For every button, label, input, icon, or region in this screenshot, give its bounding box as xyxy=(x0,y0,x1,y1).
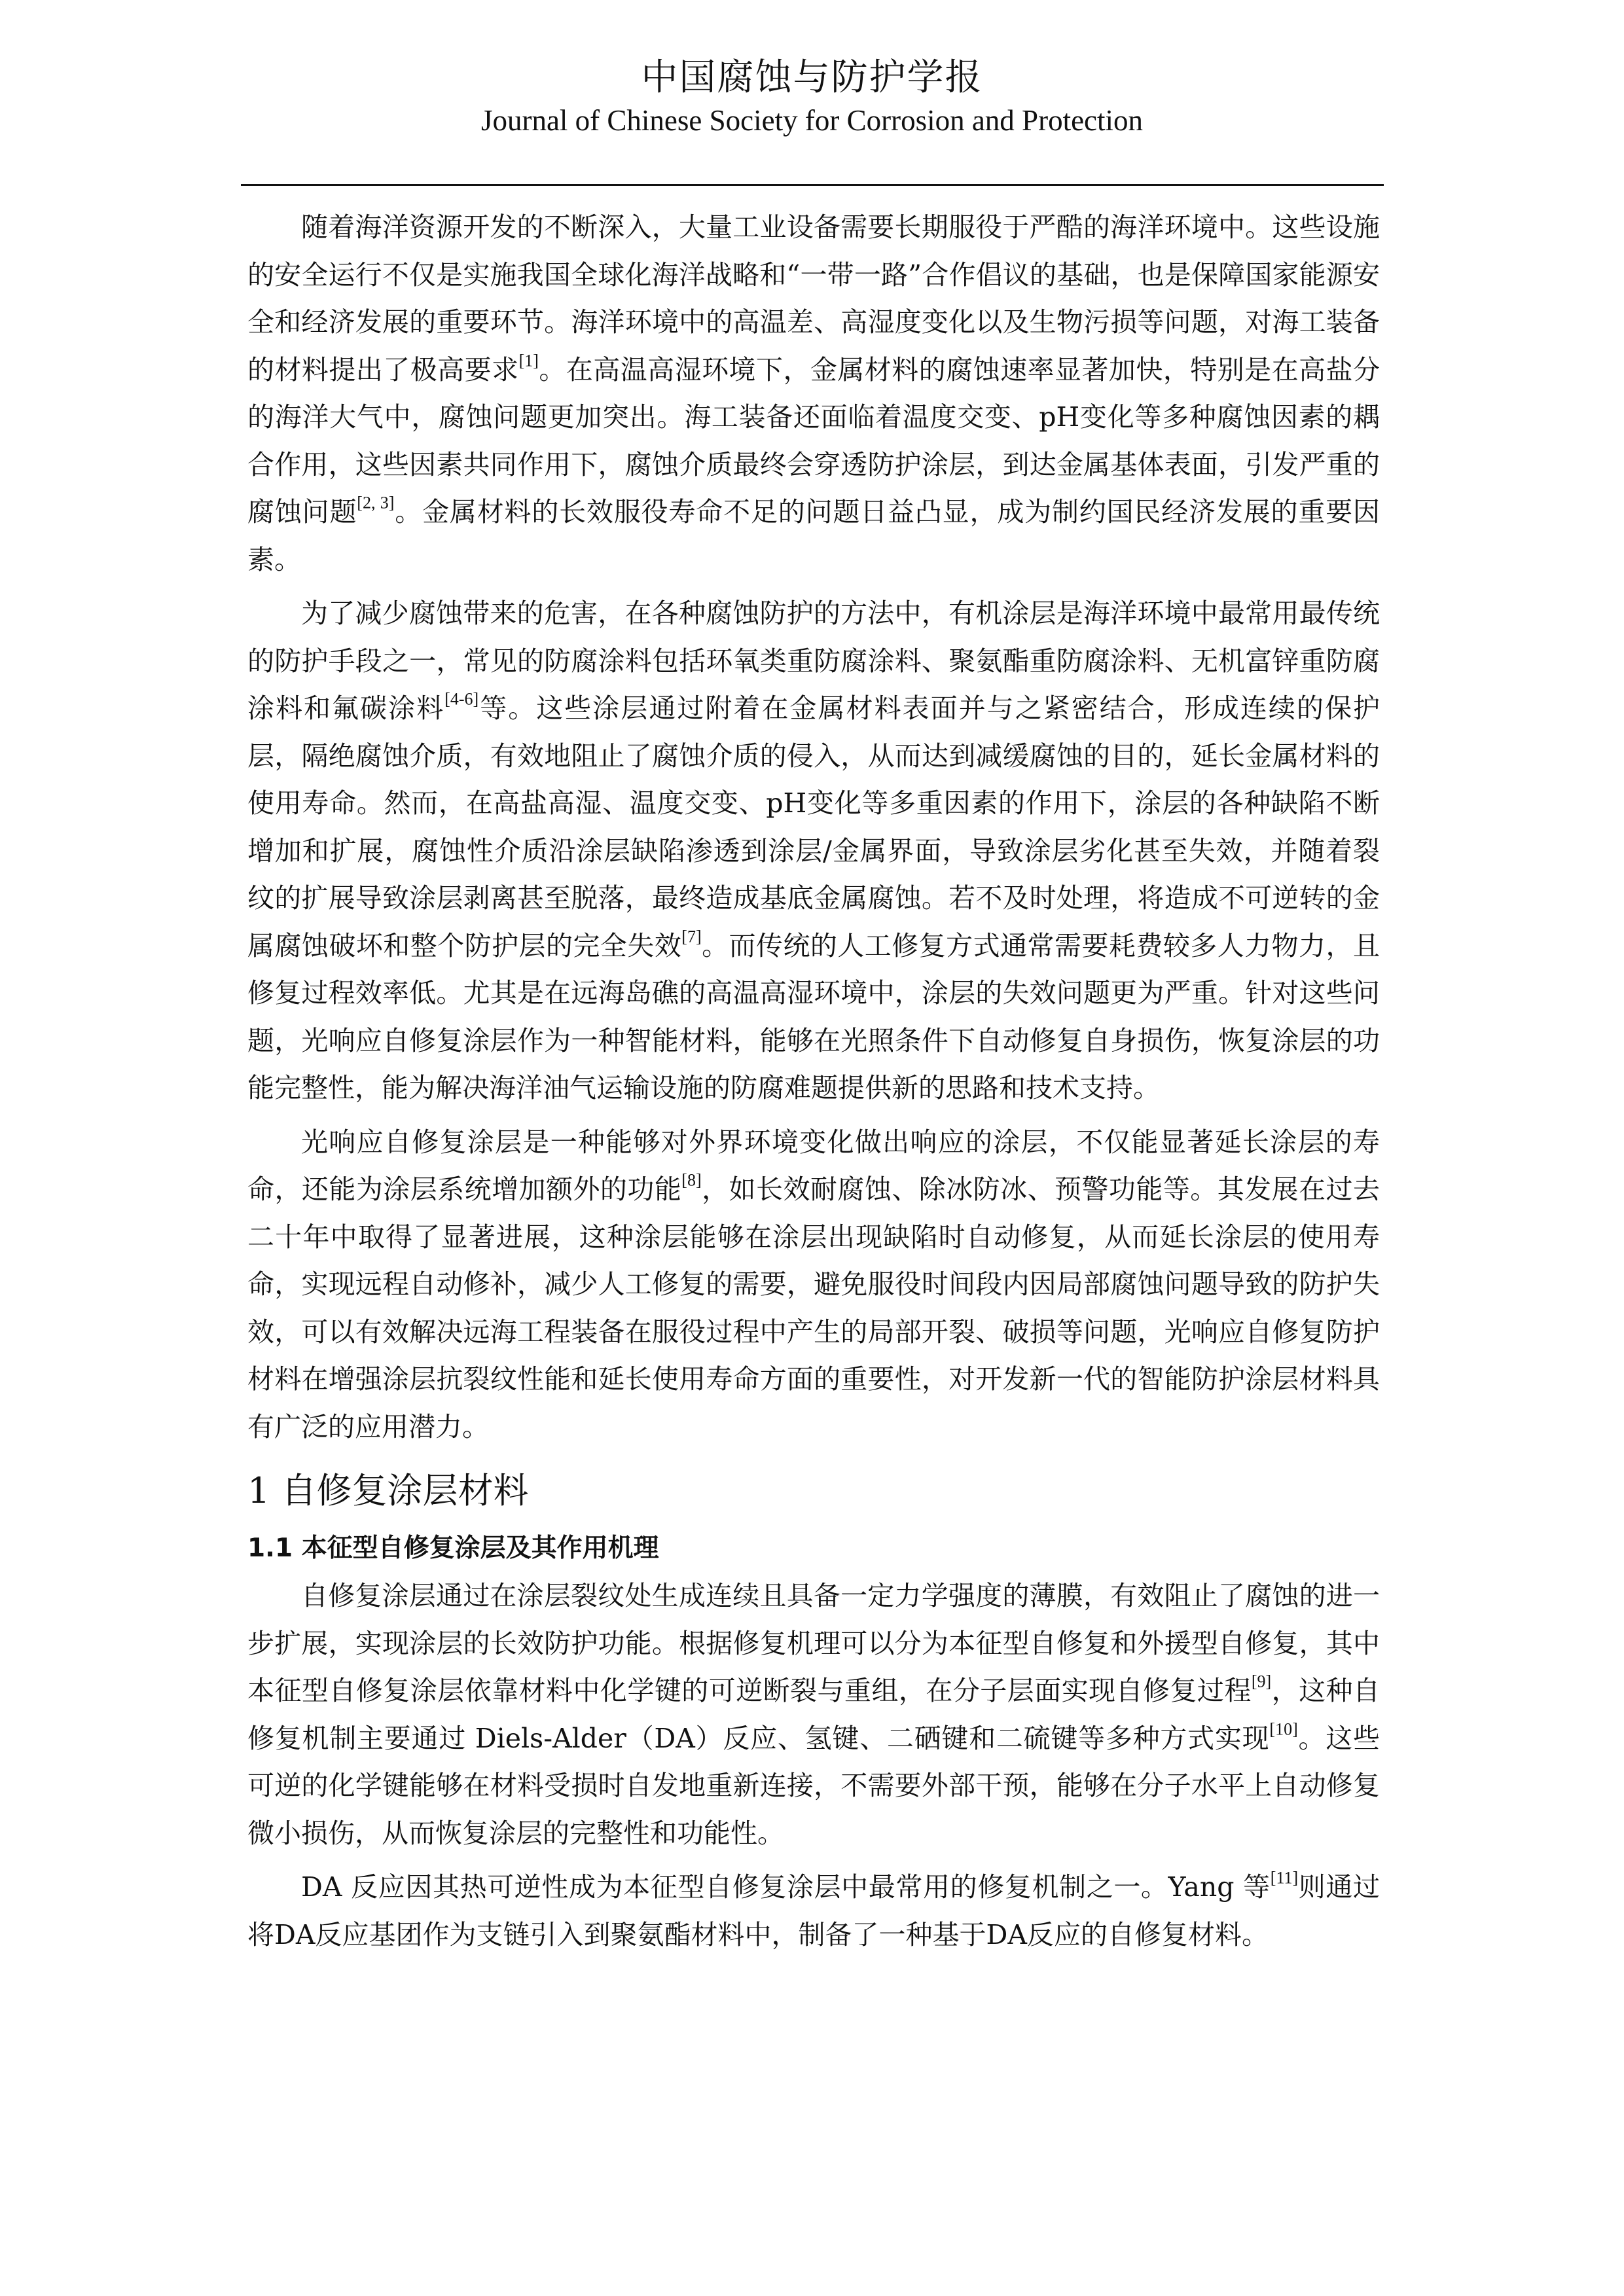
paragraph-text: 。金属材料的长效服役寿命不足的问题日益凸显，成为制约国民经济发展的重要因素。 xyxy=(247,496,1380,575)
paragraph-text: 自修复涂层通过在涂层裂纹处生成连续且具备一定力学强度的薄膜，有效阻止了腐蚀的进一步扩展，实现涂层的长效防护功能。根据修复机理可以分为本征型自修复和外援型自修复，其中本征型自修复涂层依靠材料中化学键的可逆断裂与重组，在分子层面实现自修复过程 xyxy=(247,1580,1380,1706)
page-header xyxy=(0,54,1624,139)
citation-ref: [8] xyxy=(681,1170,702,1190)
citation-ref: [10] xyxy=(1269,1719,1298,1738)
body-paragraph-5 xyxy=(247,1863,1380,1958)
paragraph-text: 。在高温高湿环境下，金属材料的腐蚀速率显著加快，特别是在高盐分的海洋大气中，腐蚀问题更加突出。海工装备还面临着温度交变、pH变化等多种腐蚀因素的耦合作用，这些因素共同作用下，腐蚀介质最终会穿透防护涂层，到达金属基体表面，引发严重的腐蚀问题 xyxy=(247,353,1380,528)
paragraph-text: 。这些可逆的化学键能够在材料受损时自发地重新连接，不需要外部干预，能够在分子水平上自动修复微小损伤，从而恢复涂层的完整性和功能性。 xyxy=(247,1722,1380,1849)
paragraph-text: 随着海洋资源开发的不断深入，大量工业设备需要长期服役于严酷的海洋环境中。这些设施的安全运行不仅是实施我国全球化海洋战略和“一带一路”合作倡议的基础，也是保障国家能源安全和经济发展的重要环节。海洋环境中的高温差、高湿度变化以及生物污损等问题，对海工装备的材料提出了极高要求 xyxy=(247,211,1380,386)
citation-ref: [1] xyxy=(518,351,539,370)
paragraph-text: DA 反应因其热可逆性成为本征型自修复涂层中最常用的修复机制之一。Yang 等 xyxy=(301,1871,1271,1903)
paragraph-text: ，如长效耐腐蚀、除冰防冰、预警功能等。其发展在过去二十年中取得了显著进展，这种涂层能够在涂层出现缺陷时自动修复，从而延长涂层的使用寿命，实现远程自动修补，减少人工修复的需要，避免服役时间段内因局部腐蚀问题导致的防护失效，可以有效解决远海工程装备在服役过程中产生的局部开裂、破损等问题，光响应自修复防护材料在增强涂层抗裂纹性能和延长使用寿命方面的重要性，对开发新一代的智能防护涂层材料具有广泛的应用潜力。 xyxy=(247,1174,1380,1443)
citation-ref: [9] xyxy=(1251,1672,1272,1691)
paragraph-text: 等。这些涂层通过附着在金属材料表面并与之紧密结合，形成连续的保护层，隔绝腐蚀介质，有效地阻止了腐蚀介质的侵入，从而达到减缓腐蚀的目的，延长金属材料的使用寿命。然而，在高盐高湿、温度交变、pH变化等多重因素的作用下，涂层的各种缺陷不断增加和扩展，腐蚀性介质沿涂层缺陷渗透到涂层/金属界面，导致涂层劣化甚至失效，并随着裂纹的扩展导致涂层剥离甚至脱落，最终造成基底金属腐蚀。若不及时处理，将造成不可逆转的金属腐蚀破坏和整个防护层的完全失效 xyxy=(247,692,1380,961)
body-paragraph-3 xyxy=(247,1119,1380,1451)
citation-ref: [11] xyxy=(1270,1868,1299,1888)
subsection-heading: 1.1 本征型自修复涂层及其作用机理 xyxy=(247,1534,659,1563)
header-divider xyxy=(241,184,1384,186)
body-paragraph-2 xyxy=(247,590,1380,1112)
body-paragraph-4 xyxy=(247,1572,1380,1857)
paragraph-text: 。而传统的人工修复方式通常需要耗费较多人力物力，且修复过程效率低。尤其是在远海岛礁的高温高湿环境中，涂层的失效问题更为严重。针对这些问题，光响应自修复涂层作为一种智能材料，能够在光照条件下自动修复自身损伤，恢复涂层的功能完整性，能为解决海洋油气运输设施的防腐难题提供新的思路和技术支持。 xyxy=(247,929,1380,1103)
paragraph-text: ，这种自修复机制主要通过 Diels-Alder（DA）反应、氢键、二硒键和二硫键等多种方式实现 xyxy=(247,1675,1380,1754)
article-body xyxy=(247,204,1380,1965)
body-paragraph-1 xyxy=(247,204,1380,583)
paragraph-text: 光响应自修复涂层是一种能够对外界环境变化做出响应的涂层，不仅能显著延长涂层的寿命，还能为涂层系统增加额外的功能 xyxy=(247,1126,1380,1205)
citation-ref: [4-6] xyxy=(444,689,479,709)
journal-title-en: Journal of Chinese Society for Corrosion and Protection xyxy=(480,104,1144,137)
paragraph-text: 为了减少腐蚀带来的危害，在各种腐蚀防护的方法中，有机涂层是海洋环境中最常用最传统的防护手段之一，常见的防腐涂料包括环氧类重防腐涂料、聚氨酯重防腐涂料、无机富锌重防腐涂料和氟碳涂料 xyxy=(247,598,1380,724)
citation-ref: [7] xyxy=(681,927,702,946)
section-heading: 1 自修复涂层材料 xyxy=(247,1470,529,1511)
citation-ref: [2, 3] xyxy=(357,493,395,512)
paragraph-text: 则通过将DA反应基团作为支链引入到聚氨酯材料中，制备了一种基于DA反应的自修复材料。 xyxy=(247,1871,1380,1950)
journal-title-cn: 中国腐蚀与防护学报 xyxy=(641,56,983,99)
